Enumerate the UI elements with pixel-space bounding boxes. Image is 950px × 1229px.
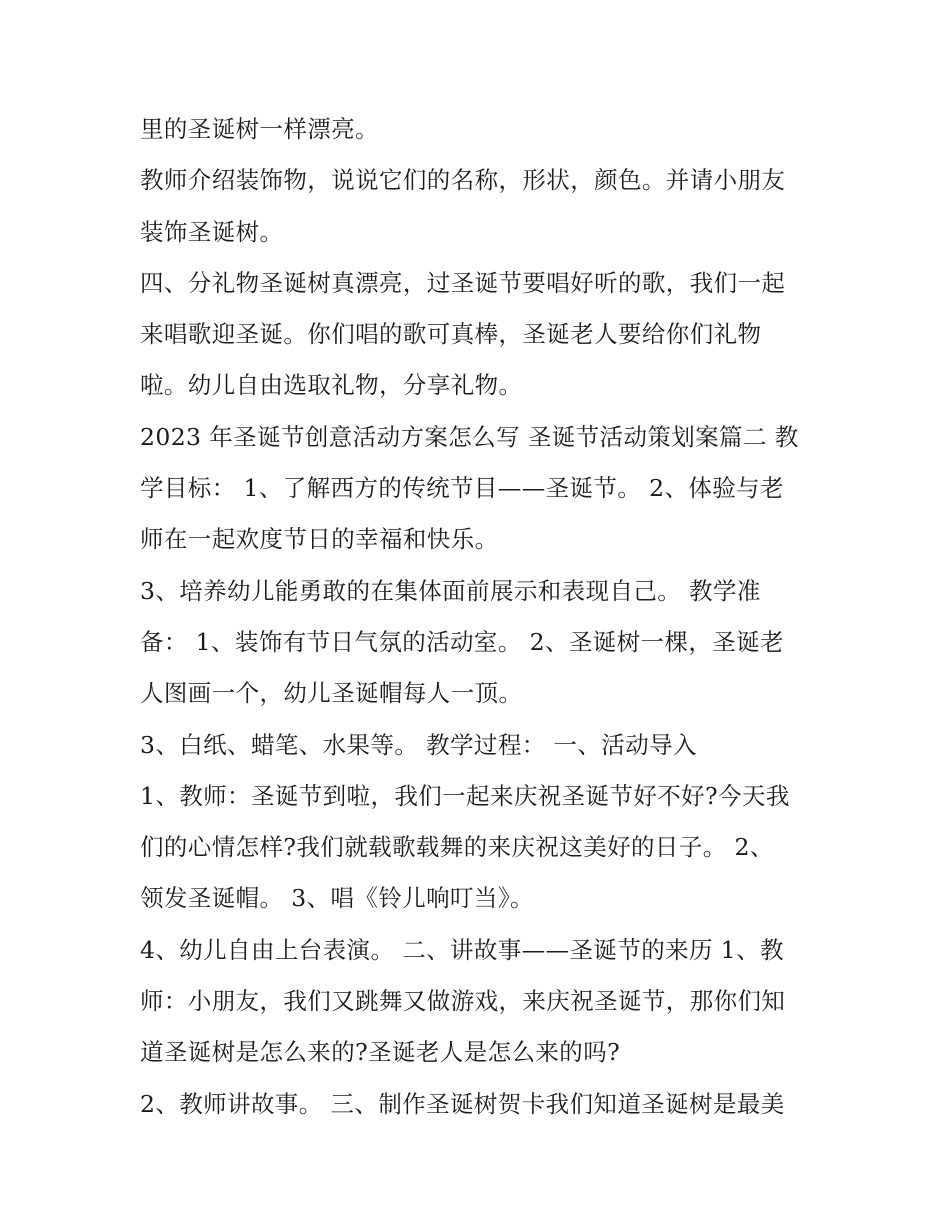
text-line: 师：小朋友，我们又跳舞又做游戏，来庆祝圣诞节，那你们知 <box>140 987 786 1016</box>
text-line: 啦。幼儿自由选取礼物，分享礼物。 <box>140 371 523 400</box>
text-line: 们的心情怎样?我们就载歌载舞的来庆祝这美好的日子。 2、 <box>140 833 774 862</box>
text-line: 装饰圣诞树。 <box>140 217 284 246</box>
text-line: 2、教师讲故事。 三、制作圣诞树贺卡我们知道圣诞树是最美 <box>140 1089 785 1118</box>
text-line: 4、幼儿自由上台表演。 二、讲故事——圣诞节的来历 1、教 <box>140 935 784 964</box>
text-line: 3、白纸、蜡笔、水果等。 教学过程： 一、活动导入 <box>140 730 697 759</box>
text-line: 道圣诞树是怎么来的?圣诞老人是怎么来的吗? <box>140 1038 621 1067</box>
text-line: 四、分礼物圣诞树真漂亮，过圣诞节要唱好听的歌，我们一起 <box>140 268 786 297</box>
text-line: 人图画一个，幼儿圣诞帽每人一顶。 <box>140 679 523 708</box>
text-line: 里的圣诞树一样漂亮。 <box>140 115 379 143</box>
text-line: 备： 1、装饰有节日气氛的活动室。 2、圣诞树一棵，圣诞老 <box>140 627 784 656</box>
text-line: 2023 年圣诞节创意活动方案怎么写 圣诞节活动策划案篇二 教 <box>140 422 799 451</box>
text-line: 学目标： 1、了解西方的传统节目——圣诞节。 2、体验与老 <box>140 474 784 503</box>
document-body <box>140 104 815 1130</box>
text-line: 3、培养幼儿能勇敢的在集体面前展示和表现自己。 教学准 <box>140 576 761 605</box>
text-line: 教师介绍装饰物，说说它们的名称，形状，颜色。并请小朋友 <box>140 166 786 195</box>
text-line: 师在一起欢度节日的幸福和快乐。 <box>140 525 499 554</box>
text-line: 来唱歌迎圣诞。你们唱的歌可真棒，圣诞老人要给你们礼物 <box>140 320 762 349</box>
text-line: 1、教师：圣诞节到啦，我们一起来庆祝圣诞节好不好?今天我 <box>140 781 790 810</box>
text-line: 领发圣诞帽。 3、唱《铃儿响叮当》。 <box>140 884 534 913</box>
